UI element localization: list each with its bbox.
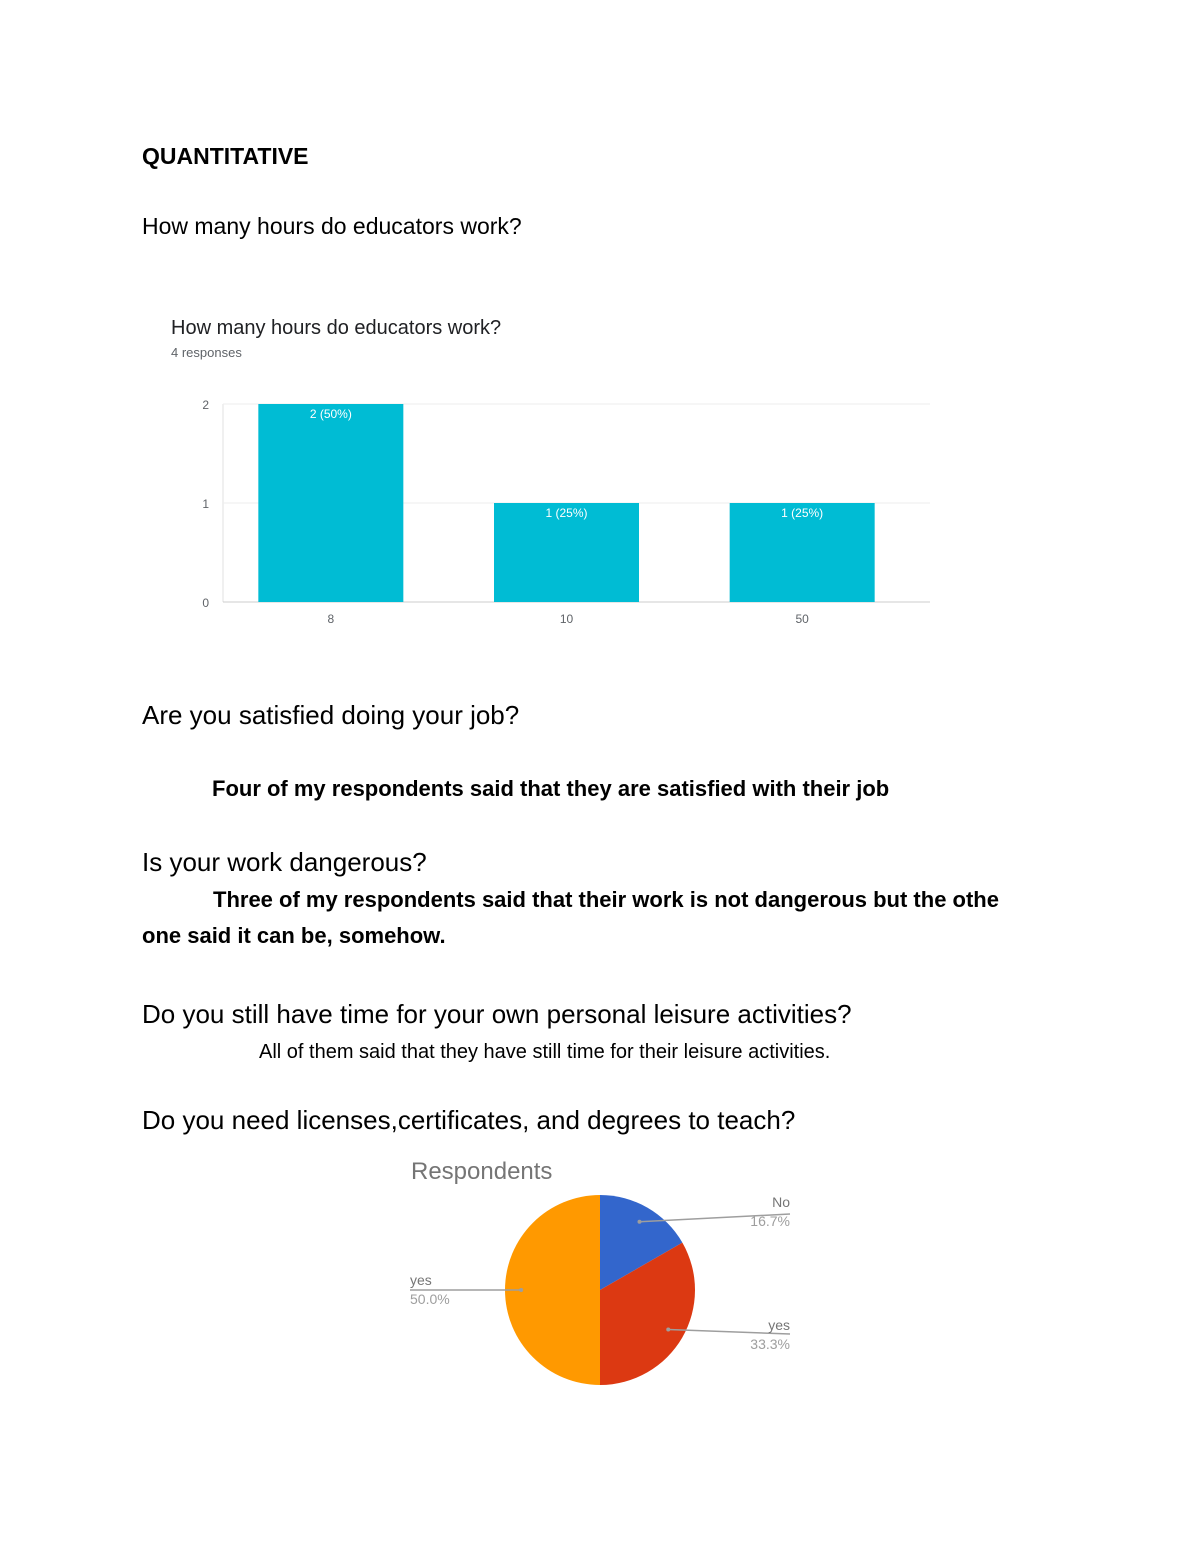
pie-chart-percent: 16.7%	[750, 1213, 790, 1229]
question-dangerous: Is your work dangerous?	[142, 847, 427, 877]
pie-chart-percent: 33.3%	[750, 1336, 790, 1352]
bar-chart-x-tick: 50	[795, 612, 809, 626]
pie-chart	[390, 1150, 810, 1400]
bar-chart-data-label: 2 (50%)	[309, 407, 352, 421]
bar-chart-data-label: 1 (25%)	[781, 506, 824, 520]
answer-leisure: All of them said that they have still time for their leisure activities.	[259, 1041, 831, 1063]
answer-dangerous-line2: one said it can be, somehow.	[142, 923, 446, 948]
page-heading: QUANTITATIVE	[142, 143, 309, 169]
bar-chart	[150, 300, 950, 640]
bar-chart-x-tick: 8	[327, 612, 335, 626]
question-hours: How many hours do educators work?	[142, 213, 522, 239]
pie-chart-label: yes	[768, 1317, 790, 1333]
bar-chart-bar	[258, 404, 403, 602]
bar-chart-subtitle: 4 responses	[171, 345, 242, 360]
answer-dangerous-line1: Three of my respondents said that their work is not dangerous but the othe	[213, 887, 999, 912]
bar-chart-y-tick: 2	[202, 398, 209, 412]
pie-chart-title: Respondents	[411, 1158, 553, 1185]
bar-chart-y-tick: 0	[202, 596, 209, 610]
bar-chart-y-tick: 1	[202, 497, 209, 511]
pie-chart-percent: 50.0%	[410, 1291, 450, 1307]
answer-satisfied: Four of my respondents said that they are satisfied with their job	[212, 776, 890, 801]
pie-chart-label: No	[772, 1194, 790, 1210]
bar-chart-data-label: 1 (25%)	[545, 506, 588, 520]
bar-chart-title: How many hours do educators work?	[171, 317, 502, 339]
question-leisure: Do you still have time for your own personal leisure activities?	[142, 999, 852, 1029]
question-satisfied: Are you satisfied doing your job?	[142, 700, 520, 730]
question-licenses: Do you need licenses,certificates, and degrees to teach?	[142, 1105, 796, 1135]
pie-chart-label: yes	[410, 1272, 432, 1288]
bar-chart-x-tick: 10	[559, 612, 574, 626]
